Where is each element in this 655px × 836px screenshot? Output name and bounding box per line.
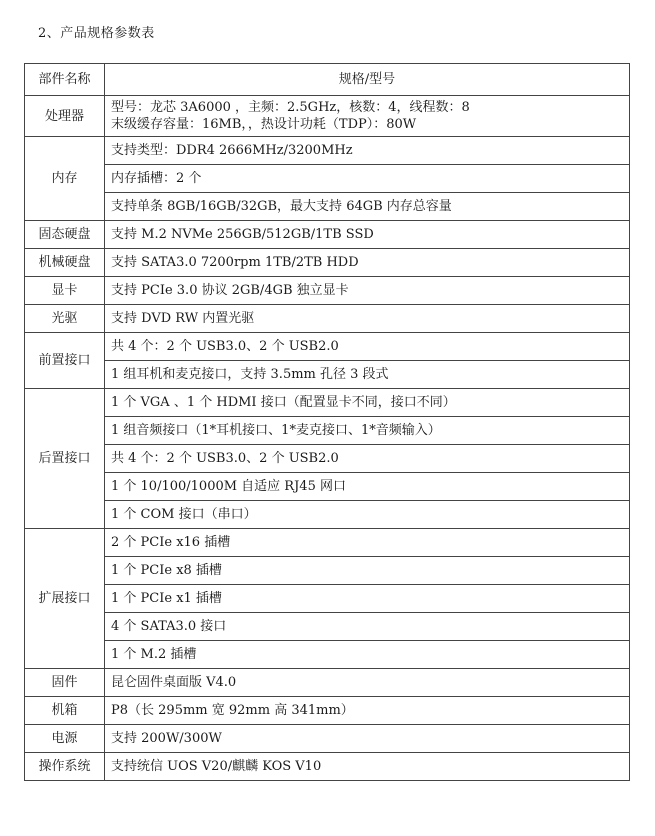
table-row xyxy=(25,473,630,501)
table-row xyxy=(25,193,630,221)
cpu-spec-line: 型号：龙芯 3A6000 ，主频：2.5GHz，核数：4，线程数：8 xyxy=(111,100,470,115)
expansion-spec: 2 个 PCIe x16 插槽 xyxy=(105,529,630,557)
expansion-spec: 1 个 M.2 插槽 xyxy=(105,641,630,669)
row-label-power: 电源 xyxy=(25,725,105,753)
row-label-ssd: 固态硬盘 xyxy=(25,221,105,249)
table-row xyxy=(25,501,630,529)
gpu-spec: 支持 PCIe 3.0 协议 2GB/4GB 独立显卡 xyxy=(105,277,630,305)
row-label-rear-ports: 后置接口 xyxy=(25,389,105,529)
table-row xyxy=(25,417,630,445)
ssd-spec: 支持 M.2 NVMe 256GB/512GB/1TB SSD xyxy=(105,221,630,249)
rear-port-spec: 共 4 个：2 个 USB3.0、2 个 USB2.0 xyxy=(105,445,630,473)
spec-table xyxy=(24,63,630,781)
table-row xyxy=(25,305,630,333)
table-row xyxy=(25,333,630,361)
hdd-spec: 支持 SATA3.0 7200rpm 1TB/2TB HDD xyxy=(105,249,630,277)
row-label-chassis: 机箱 xyxy=(25,697,105,725)
expansion-spec: 1 个 PCIe x8 插槽 xyxy=(105,557,630,585)
table-row xyxy=(25,669,630,697)
table-row xyxy=(25,165,630,193)
table-row xyxy=(25,249,630,277)
table-row xyxy=(25,361,630,389)
expansion-spec: 1 个 PCIe x1 插槽 xyxy=(105,585,630,613)
chassis-spec: P8（长 295mm 宽 92mm 高 341mm） xyxy=(105,697,630,725)
row-label-optical: 光驱 xyxy=(25,305,105,333)
row-label-gpu: 显卡 xyxy=(25,277,105,305)
row-label-firmware: 固件 xyxy=(25,669,105,697)
rear-port-spec: 1 个 COM 接口（串口） xyxy=(105,501,630,529)
front-port-spec: 1 组耳机和麦克接口，支持 3.5mm 孔径 3 段式 xyxy=(105,361,630,389)
table-row xyxy=(25,389,630,417)
document-heading: 2、产品规格参数表 xyxy=(38,26,155,41)
memory-spec: 内存插槽：2 个 xyxy=(105,165,630,193)
header-component-name: 部件名称 xyxy=(25,64,105,96)
table-row xyxy=(25,96,630,137)
row-label-memory: 内存 xyxy=(25,137,105,221)
table-row xyxy=(25,725,630,753)
table-row xyxy=(25,137,630,165)
row-label-cpu: 处理器 xyxy=(25,96,105,137)
os-spec: 支持统信 UOS V20/麒麟 KOS V10 xyxy=(105,753,630,781)
table-row xyxy=(25,753,630,781)
front-port-spec: 共 4 个：2 个 USB3.0、2 个 USB2.0 xyxy=(105,333,630,361)
optical-spec: 支持 DVD RW 内置光驱 xyxy=(105,305,630,333)
row-label-front-ports: 前置接口 xyxy=(25,333,105,389)
table-row xyxy=(25,221,630,249)
cpu-spec xyxy=(105,96,630,137)
rear-port-spec: 1 组音频接口（1*耳机接口、1*麦克接口、1*音频输入） xyxy=(105,417,630,445)
table-row xyxy=(25,697,630,725)
row-label-hdd: 机械硬盘 xyxy=(25,249,105,277)
header-spec-model: 规格/型号 xyxy=(105,64,630,96)
table-row xyxy=(25,277,630,305)
rear-port-spec: 1 个 VGA 、1 个 HDMI 接口（配置显卡不同，接口不同） xyxy=(105,389,630,417)
cpu-spec-line: 末级缓存容量：16MB，，热设计功耗（TDP）：80W xyxy=(111,117,417,132)
row-label-os: 操作系统 xyxy=(25,753,105,781)
table-row xyxy=(25,529,630,557)
table-row xyxy=(25,557,630,585)
table-row xyxy=(25,445,630,473)
firmware-spec: 昆仑固件桌面版 V4.0 xyxy=(105,669,630,697)
power-spec: 支持 200W/300W xyxy=(105,725,630,753)
table-header-row xyxy=(25,64,630,96)
expansion-spec: 4 个 SATA3.0 接口 xyxy=(105,613,630,641)
table-row xyxy=(25,641,630,669)
memory-spec: 支持单条 8GB/16GB/32GB，最大支持 64GB 内存总容量 xyxy=(105,193,630,221)
rear-port-spec: 1 个 10/100/1000M 自适应 RJ45 网口 xyxy=(105,473,630,501)
row-label-expansion: 扩展接口 xyxy=(25,529,105,669)
memory-spec: 支持类型：DDR4 2666MHz/3200MHz xyxy=(105,137,630,165)
table-row xyxy=(25,585,630,613)
table-row xyxy=(25,613,630,641)
